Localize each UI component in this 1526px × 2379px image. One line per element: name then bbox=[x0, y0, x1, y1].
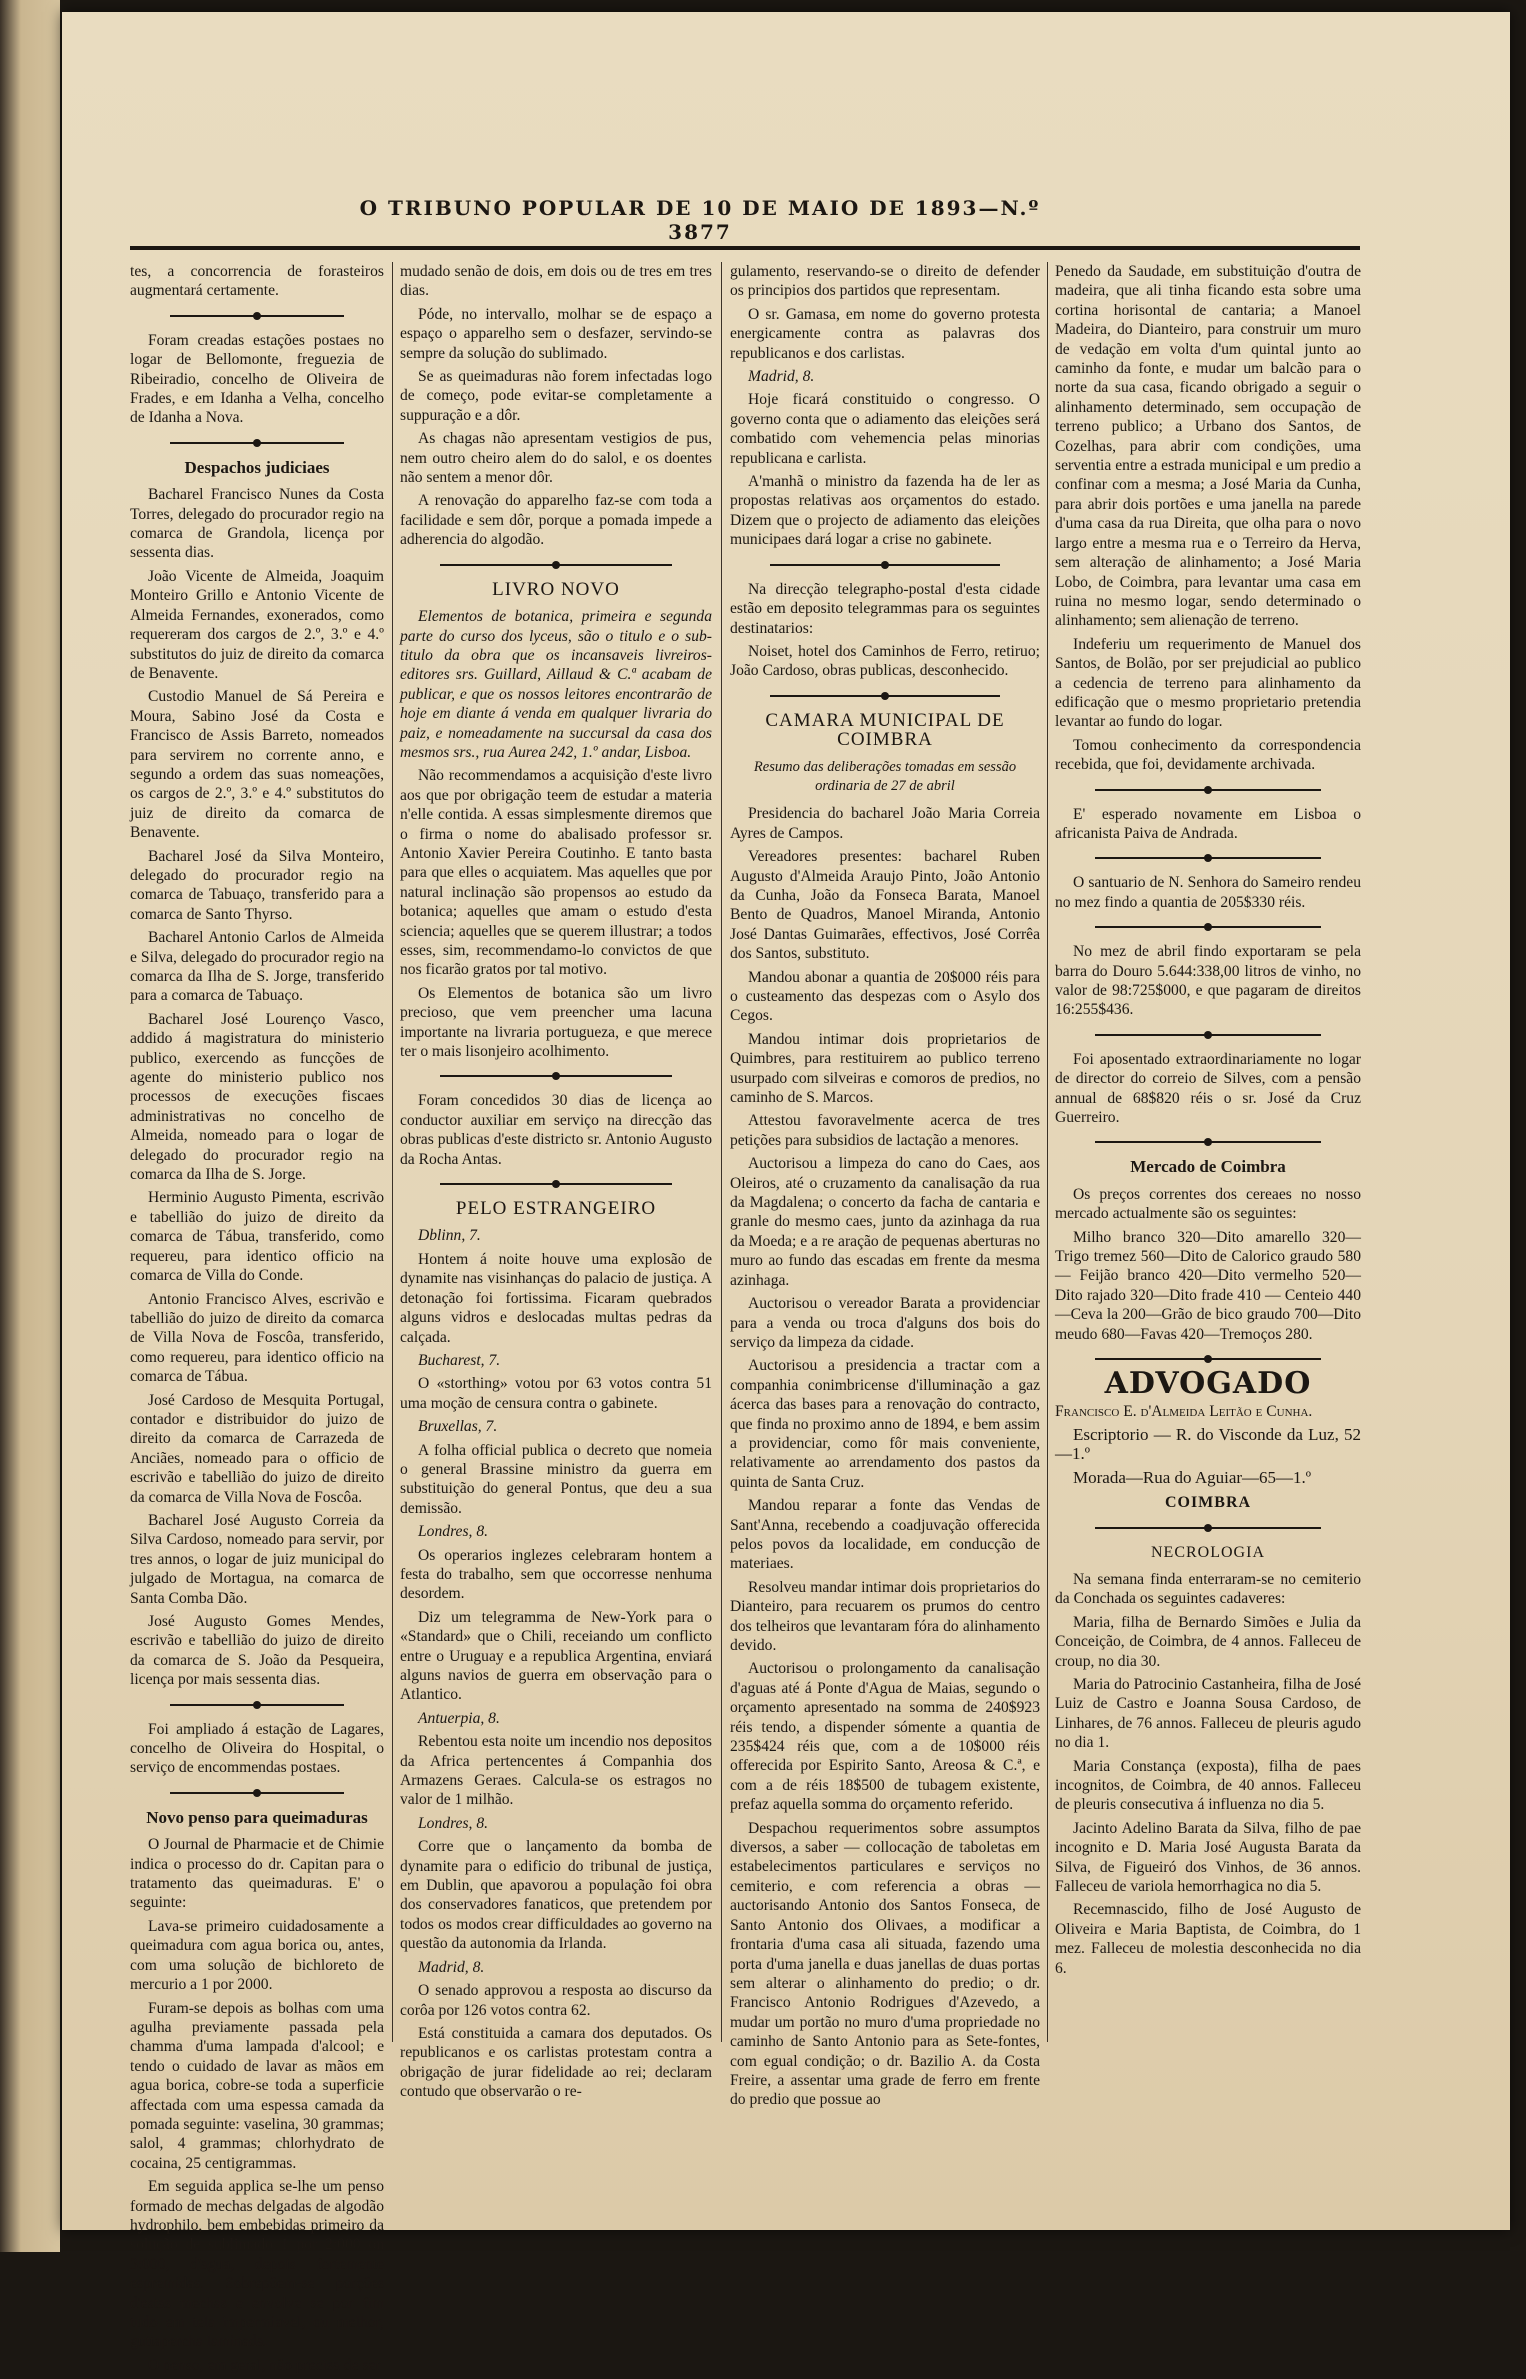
paragraph: Bacharel José Augusto Correia da Silva Cardoso, nomeado para servir, por tres annos, o logar de juiz municipal do julgado de Mortagua, na comarca de Santa Comba Dão. bbox=[130, 1511, 384, 1607]
paragraph: Vereadores presentes: bacharel Ruben Augusto d'Almeida Araujo Pinto, João Antonio da Cunha, João da Fonseca Barata, Manoel Bento de Quadros, Manoel Miranda, Antonio José Dantas Guimarães, effectivos, José Corrêa dos Santos, substituto. bbox=[730, 848, 1040, 963]
paragraph: Presidencia do bacharel João Maria Correia Ayres de Campos. bbox=[730, 805, 1040, 842]
paragraph: Herminio Augusto Pimenta, escrivão e tabellião do juizo de direito da comarca de Tábua, transferido, como requereu, para identico officio na comarca de Villa do Conde. bbox=[130, 1189, 384, 1285]
separator bbox=[1095, 1358, 1321, 1360]
column-divider bbox=[1047, 262, 1048, 2042]
dateline: Londres, 8. bbox=[418, 1523, 489, 1541]
paragraph: Bacharel Francisco Nunes da Costa Torres, delegado do procurador regio na comarca de Grandola, licença por sessenta dias. bbox=[130, 486, 384, 562]
separator bbox=[1095, 1034, 1321, 1036]
paragraph: Foi aposentado extraordinariamente no logar de director do correio de Silves, com a pensão annual de 68$820 réis o sr. José da Cruz Guerreiro. bbox=[1055, 1050, 1361, 1127]
separator bbox=[1095, 857, 1321, 859]
paragraph: Indeferiu um requerimento de Manuel dos Santos, de Bolão, por ser prejudicial ao publico a cedencia de terreno para alinhamento da edificação que o mesmo proprietario pretendia levantar ao fundo do logar. bbox=[1055, 635, 1361, 731]
paragraph: Mandou abonar a quantia de 20$000 réis para o custeamento das despezas com o Asylo dos Cegos. bbox=[730, 968, 1040, 1025]
paragraph: João Vicente de Almeida, Joaquim Monteiro Grillo e Antonio Vicente de Almeida Fernandes, exonerados, como requereram dos cargos de 2.º, 3.º e 4.º substitutos do juiz de direito da comarca de Benavente. bbox=[130, 567, 384, 682]
paragraph: O senado approvou a resposta ao discurso da corôa por 126 votos contra 62. bbox=[400, 1982, 712, 2019]
paragraph: Póde, no intervallo, molhar se de espaço a espaço o apparelho sem o desfazer, servindo-se sempre da solução do sublimado. bbox=[400, 305, 712, 362]
dateline: Antuerpia, 8. bbox=[418, 1709, 500, 1727]
paragraph: O penso, em geral, não precisa de ser bbox=[148, 2356, 381, 2374]
paragraph: Recemnascido, filho de José Augusto de Oliveira e Maria Baptista, de Coimbra, do 1 mez. Falleceu de molestia desconhecida no dia 6. bbox=[1055, 1901, 1361, 1977]
advert-title: ADVOGADO bbox=[1104, 1366, 1312, 1402]
paragraph: Maria Constança (exposta), filha de paes incognitos, de Coimbra, de 40 annos. Falleceu de pleuris consecutiva á influenza no dia 5. bbox=[1055, 1757, 1361, 1814]
separator bbox=[440, 1075, 672, 1077]
dateline: Bruxellas, 7. bbox=[418, 1418, 498, 1436]
paragraph: Foram creadas estações postaes no logar de Bellomonte, freguezia de Ribeiradio, concelho de Oliveira de Frades, e em Idanha a Velha, concelho de Idanha a Nova. bbox=[130, 331, 384, 427]
paragraph: Bacharel José Lourenço Vasco, addido á magistratura do ministerio publico, exercendo as funcções de agente do ministerio publico nos processos de execuções fiscaes administrativas no concelho de Almeida, nomeado para o logar de delegado do procurador regio na comarca da Ilha de S. Jorge. bbox=[130, 1010, 384, 1184]
separator bbox=[170, 442, 344, 444]
separator bbox=[1095, 926, 1321, 928]
separator bbox=[440, 1183, 672, 1185]
paragraph: Os Elementos de botanica são um livro precioso, que vem preencher uma lacuna importante na livraria portugueza, e que merece ter o mais lisonjeiro acolhimento. bbox=[400, 984, 712, 1061]
paragraph: Em seguida applica se-lhe um penso formado de mechas delgadas de algodão hydrophilo, bem embebidas primeiro da solução de sublimado 1 por 2:000 on 3:000, d'agua, depois fortemente espremidas. Sobrepõem-se porções d'estas mechas e envolve se por fim tudo em tela impermiavel, ou melhor, guttapercha laminada. bbox=[130, 2178, 384, 2351]
paragraph: Bacharel José da Silva Monteiro, delegado do procurador regio na comarca de Tabuaço, transferido para a comarca de Santo Thyrso. bbox=[130, 847, 384, 923]
paragraph: Auctorisou o vereador Barata a providenciar para a venda ou troca d'alguns dos bois do serviço da limpeza da cidade. bbox=[730, 1295, 1040, 1351]
paragraph: Não recommendamos a acquisição d'este livro aos que por obrigação teem de estudar a materia n'elle contida. A essas simplesmente diremos que o firma o nome do abalisado professor sr. Antonio Xavier Pereira Coutinho. E tanto basta para que elles o acquiatem. Mas aquelles que por natural inclinação são propensos ao estudo da botanica; aquelles que amam o estudo d'esta sciencia; aquelles que se querem illustrar; a todos esses, sim, recommendamo-lo convictos de que nos ficarão gratos por tal motivo. bbox=[400, 767, 712, 979]
paragraph: Hontem á noite houve uma explosão de dynamite nas visinhanças do palacio de justiça. A detonação foi fortissima. Ficaram quebrados alguns vidros e deslocadas multas pedras da calçada. bbox=[400, 1250, 712, 1346]
column-4 bbox=[1055, 262, 1361, 1982]
paragraph: Se as queimaduras não forem infectadas logo de começo, pode evitar-se completamente a suppuração e a dôr. bbox=[400, 368, 712, 424]
paragraph: O Journal de Pharmacie et de Chimie indica o processo do dr. Capitan para o tratamento das queimaduras. E' o seguinte: bbox=[130, 1836, 384, 1912]
paragraph: Elementos de botanica, primeira e segunda parte do curso dos lyceus, são o titulo e o sub-titulo da obra que os incansaveis livreiros-editores srs. Guillard, Aillaud & C.ª acabam de publicar, e que os nossos leitores encontrarão de hoje em diante á venda em qualquer livraria do paiz, e nomeadamente na succursal da casa dos mesmos srs., rua Aurea 242, 1.º andar, Lisboa. bbox=[400, 608, 712, 761]
paragraph: Lava-se primeiro cuidadosamente a queimadura com agua borica ou, antes, com uma solução de bichloreto de mercurio a 1 por 2000. bbox=[130, 1917, 384, 1994]
paragraph: E' esperado novamente em Lisboa o africanista Paiva de Andrada. bbox=[1055, 805, 1361, 842]
section-subtitle: Resumo das deliberações tomadas em sessão ordinaria de 27 de abril bbox=[753, 758, 1017, 794]
paragraph: tes, a concorrencia de forasteiros augmentará certamente. bbox=[130, 263, 384, 300]
separator bbox=[170, 315, 344, 317]
separator bbox=[1095, 1141, 1321, 1143]
dateline: Dblinn, 7. bbox=[418, 1227, 481, 1245]
paragraph: Custodio Manuel de Sá Pereira e Moura, Sabino José da Costa e Francisco de Assis Barreto, nomeados para servirem no corrente anno, e segundo a ordem das suas nomeações, os cargos de 2.º, 3.º e 4.º substitutos do juiz de direito da comarca de Benavente. bbox=[130, 688, 384, 842]
paragraph: Noiset, hotel dos Caminhos de Ferro, retiruo; João Cardoso, obras publicas, desconhecido. bbox=[730, 642, 1040, 680]
separator bbox=[770, 695, 1000, 697]
section-heading: PELO ESTRANGEIRO bbox=[455, 1198, 657, 1220]
paragraph: Maria, filha de Bernardo Simões e Julia da Conceição, de Coimbra, de 4 annos. Falleceu de croup, no dia 30. bbox=[1055, 1613, 1361, 1670]
section-heading: LIVRO NOVO bbox=[492, 578, 620, 600]
paragraph: Antonio Francisco Alves, escrivão e tabellião do juizo de direito da comarca de Villa Nova de Foscôa, transferido, como requereu, para identico officio na comarca de Tábua. bbox=[130, 1290, 384, 1386]
paragraph: Despachou requerimentos sobre assumptos diversos, a saber — collocação de taboletas em estabelecimentos particulares e serviços no cemiterio, e com referencia a obras — auctorisando Antonio dos Santos Fonseca, de Santo Antonio dos Olivaes, a modificar a frontaria d'uma casa ali situada, fazendo uma porta d'uma janella e duas janellas de duas portas sem alterar o alinhamento do predio; o dr. Francisco Antonio Rodrigues d'Azevedo, a mudar um portão no muro d'uma propriedade no caminho de Santo Antonio para as Sete-fontes, com egual condição; o dr. Bazilio A. da Costa Freire, a assentar uma grade de ferro em frente do predio que possue ao bbox=[730, 1819, 1040, 2109]
section-heading: Despachos judiciaes bbox=[184, 457, 330, 477]
advert-home: Morada—Rua do Aguiar—65—1.º bbox=[1073, 1467, 1312, 1487]
paragraph: Attestou favoravelmente acerca de tres petições para subsidios de lactação a menores. bbox=[730, 1112, 1040, 1149]
paragraph: mudado senão de dois, em dois ou de tres em tres dias. bbox=[400, 263, 712, 300]
paragraph: A'manhã o ministro da fazenda ha de ler as propostas relativas aos orçamentos do estado. Dizem que o projecto de adiamento das eleições municipaes dará logar a crise no gabinete. bbox=[730, 473, 1040, 549]
paragraph: José Cardoso de Mesquita Portugal, contador e distribuidor do juizo de direito da comarca de Carrazeda de Anciães, nomeado para o officio de escrivão e tabellião do juizo de direito da comarca de Villa Nova de Foscôa. bbox=[130, 1391, 384, 1506]
paragraph: O sr. Gamasa, em nome do governo protesta energicamente contra as palavras dos republicanos e dos carlistas. bbox=[730, 305, 1040, 362]
paragraph: Mandou reparar a fonte das Vendas de Sant'Anna, recebendo a coadjuvação offerecida pelos povos da localidade, em conducção de materiaes. bbox=[730, 1497, 1040, 1573]
paragraph: Auctorisou a presidencia a tractar com a companhia conimbricense d'illuminação a gaz ácerca das bases para a renovação do contracto, que finda no proximo anno de 1894, e bem assim a providenciar, como fôr mais conveniente, relativamente ao arrendamento dos pastos da quinta de Santa Cruz. bbox=[730, 1357, 1040, 1491]
paragraph: Foi ampliado á estação de Lagares, concelho de Oliveira do Hospital, o serviço de encommendas postaes. bbox=[130, 1720, 384, 1777]
paragraph: Corre que o lançamento da bomba de dynamite para o edificio do tribunal de justiça, em Dublin, que apavorou a população foi obra dos conservadores fanaticos, que pretendem por todos os modos crear difficuldades ao governo na questão da autonomia da Irlanda. bbox=[400, 1838, 712, 1953]
paragraph: Na semana finda enterraram-se no cemiterio da Conchada os seguintes cadaveres: bbox=[1055, 1570, 1361, 1608]
paragraph: Os preços correntes dos cereaes no nosso mercado actualmente são os seguintes: bbox=[1055, 1185, 1361, 1223]
advert-city: COIMBRA bbox=[1164, 1494, 1252, 1512]
column-divider bbox=[721, 262, 722, 2042]
separator bbox=[1095, 1527, 1321, 1529]
paragraph: As chagas não apresentam vestigios de pus, nem outro cheiro alem do do salol, e os doentes não sentem a menor dôr. bbox=[400, 430, 712, 487]
paragraph: No mez de abril findo exportaram se pela barra do Douro 5.644:338,00 litros de vinho, no valor de 98:725$000, e que pagaram de direitos 16:255$436. bbox=[1055, 943, 1361, 1019]
dateline: Madrid, 8. bbox=[418, 1958, 485, 1976]
paragraph: Está constituida a camara dos deputados. Os republicanos e os carlistas protestam contra a obrigação de jurar fidelidade ao rei; declaram contudo que observarão o re- bbox=[400, 2024, 712, 2101]
section-heading: Mercado de Coimbra bbox=[1130, 1157, 1286, 1177]
paragraph: Auctorisou o prolongamento da canalisação d'aguas até á Ponte d'Agua de Maias, segundo o orçamento apresentado na somma de 240$923 réis tendo, a dispender sómente a quantia de 235$424 réis que, com a de 10$000 réis offerecida por Espirito Santo, Areosa & C.ª, e com a de réis 18$500 de tubagem existente, prefaz aquella somma do orçamento referido. bbox=[730, 1660, 1040, 1814]
section-heading: Novo penso para queimaduras bbox=[146, 1807, 368, 1827]
paragraph: A renovação do apparelho faz-se com toda a facilidade e sem dôr, porque a pomada impede a adherencia do algodão. bbox=[400, 492, 712, 549]
paragraph: Diz um telegramma de New-York para o «Standard» que o Chili, receiando um conflicto entre o Uruguay e a republica Argentina, enviará alguns navios de guerra em observação para o Atlantico. bbox=[400, 1608, 712, 1704]
separator bbox=[440, 564, 672, 566]
advert-name: Francisco E. d'Almeida Leitão e Cunha. bbox=[1055, 1402, 1313, 1420]
paragraph: Bacharel Antonio Carlos de Almeida e Silva, delegado do procurador regio na comarca da Ilha de S. Jorge, transferido para a comarca de Tabuaço. bbox=[130, 929, 384, 1005]
paragraph: Jacinto Adelino Barata da Silva, filho de pae incognito e D. Maria José Augusta Barata da Silva, de Figueiró dos Vinhos, de 36 annos. Falleceu de variola hemorrhagica no dia 5. bbox=[1055, 1819, 1361, 1896]
paragraph: Hoje ficará constituido o congresso. O governo conta que o adiamento das eleições será combatido com vehemencia pelas minorias republicana e carlista. bbox=[730, 391, 1040, 467]
header-rule bbox=[130, 246, 1360, 250]
paragraph: A folha official publica o decreto que nomeia o general Brassine ministro da guerra em substituição do general Pontus, que deu a sua demissão. bbox=[400, 1441, 712, 1517]
paragraph: Resolveu mandar intimar dois proprietarios do Dianteiro, para recuarem os prumos do centro dos telheiros que levantaram fóra do alinhamento devido. bbox=[730, 1578, 1040, 1654]
dateline: Londres, 8. bbox=[418, 1814, 489, 1832]
paragraph: Na direcção telegrapho-postal d'esta cidade estão em deposito telegrammas para os seguintes destinatarios: bbox=[730, 580, 1040, 637]
paragraph: Auctorisou a limpeza do cano do Caes, aos Oleiros, até o cruzamento da canalisação da rua da Magdalena; o concerto da facha de cantaria e granle do mesmo caes, junto da azinhaga da rua da Moeda; e a re aração de pequenas aberturas no muro ao fundo das escadas em frente da mesma azinhaga. bbox=[730, 1155, 1040, 1289]
separator bbox=[770, 564, 1000, 566]
column-2 bbox=[400, 262, 712, 2106]
paragraph: O «storthing» votou por 63 votos contra 51 uma moção de censura contra o gabinete. bbox=[400, 1375, 712, 1412]
paragraph: Furam-se depois as bolhas com uma agulha previamente passada pela chamma d'uma lampada d'alcool; e tendo o cuidado de lavar as mãos em agua borica, cobre-se toda a superficie affectada com uma espessa camada da pomada seguinte: vaselina, 30 grammas; salol, 4 grammas; chlorhydrato de cocaina, 25 centigrammas. bbox=[130, 1999, 384, 2172]
paragraph: Mandou intimar dois proprietarios de Quimbres, para restituirem ao publico terreno usurpado com silveiras e comoros de predios, no caminho de S. Marcos. bbox=[730, 1030, 1040, 1107]
separator bbox=[1095, 789, 1321, 791]
column-1 bbox=[130, 262, 384, 2379]
paragraph: O santuario de N. Senhora do Sameiro rendeu no mez findo a quantia de 205$330 réis. bbox=[1055, 874, 1361, 911]
paragraph: Tomou conhecimento da correspondencia recebida, que foi, devidamente archivada. bbox=[1055, 736, 1361, 774]
section-heading: NECROLOGIA bbox=[1151, 1543, 1265, 1561]
column-3 bbox=[730, 262, 1040, 2114]
separator bbox=[170, 1704, 344, 1706]
paragraph: Maria do Patrocinio Castanheira, filha de José Luiz de Castro e Joanna Sousa Cardoso, de Linhares, de 76 annos. Falleceu de pleuris agudo no dia 1. bbox=[1055, 1675, 1361, 1752]
section-heading: CAMARA MUNICIPAL DE COIMBRA bbox=[765, 709, 1005, 751]
dateline: Madrid, 8. bbox=[748, 368, 815, 386]
masthead: O TRIBUNO POPULAR DE 10 DE MAIO DE 1893—N.º 3877 bbox=[359, 196, 1041, 244]
advert-office: Escriptorio — R. do Visconde da Luz, 52—1.º bbox=[1055, 1424, 1361, 1464]
previous-page-edge bbox=[0, 0, 60, 2252]
dateline: Bucharest, 7. bbox=[418, 1351, 501, 1369]
paragraph: Foram concedidos 30 dias de licença ao conductor auxiliar em serviço na direcção das obras publicas d'este districto sr. Antonio Augusto da Rocha Antas. bbox=[400, 1092, 712, 1168]
paragraph: Milho branco 320—Dito amarello 320—Trigo tremez 560—Dito de Calorico graudo 580 — Feijão branco 420—Dito vermelho 520—Dito rajado 320—Dito frade 410 — Centeio 440—Ceva la 200—Grão de bico graudo 700—Dito meudo 680—Favas 420—Tremoços 280. bbox=[1055, 1228, 1361, 1343]
paragraph: Penedo da Saudade, em substituição d'outra de madeira, que ali tinha ficando esta sobre uma cortina horisontal de cantaria; a Manoel Madeira, do Dianteiro, para construir um muro de vedação em volta d'um quintal junto ao caminho da fonte, e mudar um balcão para o norte da sua casa, ficando obrigado a seguir o alinhamento determinado, sem occupação de terreno publico; a Urbano dos Santos, de Cozelhas, para abrir com condições, uma serventia entre a estrada municipal e um predio a confinar com a mesma; a José Maria da Cunha, para abrir dois portões e uma janella na parede d'uma casa da rua Direita, que olha para o novo largo entre a mesma rua e o Terreiro da Herva, sem alteração de alinhamento; a José Maria Lobo, de Coimbra, para levantar uma casa em ruina no mesmo logar, sendo determinado o alinhamento; sem alienação de terreno. bbox=[1055, 263, 1361, 630]
paragraph: Rebentou esta noite um incendio nos depositos da Africa pertencentes á Companhia dos Armazens Geraes. Calcula-se os estragos no valor de 1 milhão. bbox=[400, 1733, 712, 1809]
paragraph: José Augusto Gomes Mendes, escrivão e tabellião do juizo de direito da comarca de S. João da Pesqueira, licença por mais sessenta dias. bbox=[130, 1613, 384, 1689]
separator bbox=[170, 1792, 344, 1794]
paragraph: Os operarios inglezes celebraram hontem a festa do trabalho, sem que occorresse nenhuma desordem. bbox=[400, 1546, 712, 1603]
paragraph: gulamento, reservando-se o direito de defender os principios dos partidos que representam. bbox=[730, 263, 1040, 300]
column-divider bbox=[392, 262, 393, 2042]
